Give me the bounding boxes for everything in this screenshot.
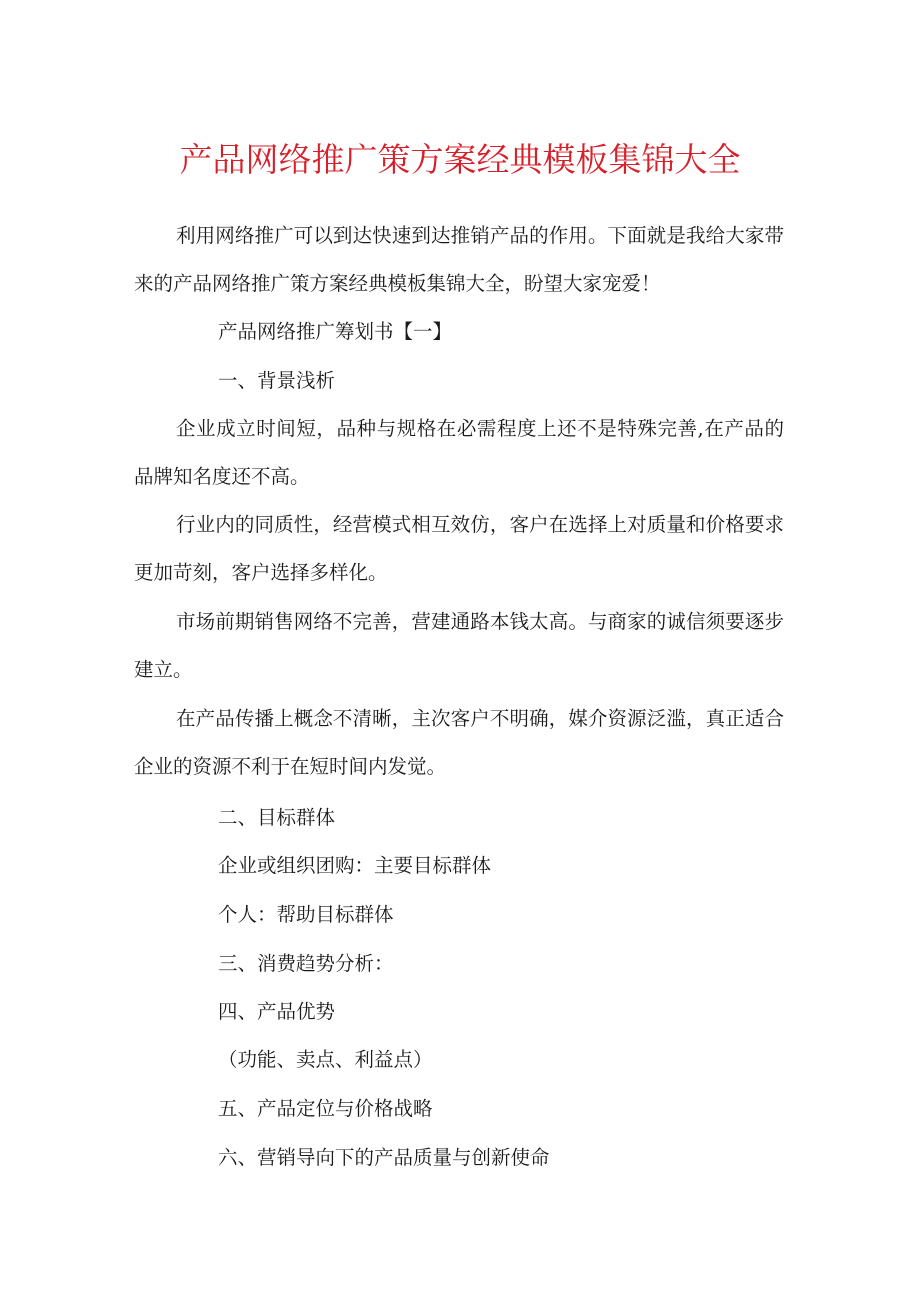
advantage-heading: 四、产品优势	[218, 1000, 336, 1023]
positioning-heading: 五、产品定位与价格战略	[218, 1097, 433, 1120]
target-heading: 二、目标群体	[218, 806, 336, 829]
advantage-note: （功能、卖点、利益点）	[218, 1048, 433, 1071]
target-item-2: 个人：帮助目标群体	[218, 903, 394, 926]
intro-paragraph: 利用网络推广可以到达快速到达推销产品的作用。下面就是我给大家带来的产品网络推广策方案经典模板集锦大全，盼望大家宠爱！	[134, 224, 784, 295]
document-title: 产品网络推广策方案经典模板集锦大全	[179, 140, 741, 179]
target-item-1: 企业或组织团购：主要目标群体	[218, 854, 492, 877]
trend-heading: 三、消费趋势分析：	[218, 952, 394, 975]
quality-heading: 六、营销导向下的产品质量与创新使命	[218, 1146, 550, 1169]
section-heading: 产品网络推广筹划书【一】	[218, 320, 453, 343]
background-paragraph-2: 行业内的同质性，经营模式相互效仿，客户在选择上对质量和价格要求更加苛刻，客户选择多样化。	[134, 513, 784, 584]
background-paragraph-4: 在产品传播上概念不清晰，主次客户不明确，媒介资源泛滥，真正适合企业的资源不利于在短时间内发觉。	[134, 707, 784, 778]
background-paragraph-1: 企业成立时间短，品种与规格在必需程度上还不是特殊完善,在产品的品牌知名度还不高。	[134, 417, 784, 488]
background-heading: 一、背景浅析	[218, 369, 336, 392]
background-paragraph-3: 市场前期销售网络不完善，营建通路本钱太高。与商家的诚信须要逐步建立。	[134, 610, 784, 681]
